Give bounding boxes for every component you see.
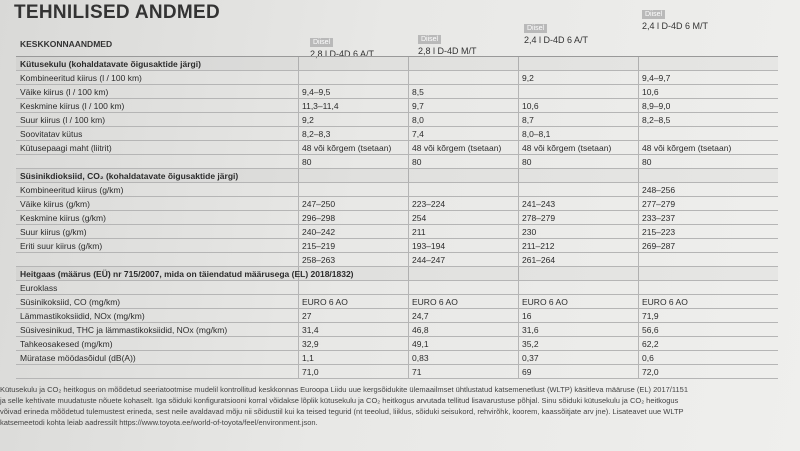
cell-value: 8,0–8,1	[522, 129, 551, 139]
table-row	[16, 85, 778, 99]
row-label: Kütusekulu (kohaldatavate õigusaktide järgi)	[20, 59, 201, 69]
table-row	[16, 225, 778, 239]
fuel-badge: Diisel	[418, 35, 441, 44]
cell-value: 46,8	[412, 325, 429, 335]
cell-value: 48 või kõrgem (tsetaan)	[302, 143, 392, 153]
cell-value: 71,0	[302, 367, 319, 377]
row-label: Kombineeritud kiirus (g/km)	[20, 185, 124, 195]
row-label: Süsivesinikud, THC ja lämmastikoksiidid, NOx (mg/km)	[20, 325, 228, 335]
cell-value: 7,4	[412, 129, 424, 139]
cell-value: 80	[522, 157, 532, 167]
row-label: Kombineeritud kiirus (l / 100 km)	[20, 73, 142, 83]
table-row	[16, 99, 778, 113]
table-row	[16, 127, 778, 141]
fuel-badge: Diisel	[642, 10, 665, 19]
cell-value: 27	[302, 311, 312, 321]
cell-value: EURO 6 AO	[642, 297, 688, 307]
column-header-2	[418, 33, 477, 56]
cell-value: 9,7	[412, 101, 424, 111]
table-row	[16, 365, 778, 379]
row-label: Süsinikdioksiid, CO₂ (kohaldatavate õigusaktide järgi)	[20, 171, 239, 181]
cell-value: 8,2–8,5	[642, 115, 671, 125]
cell-value: 71	[412, 367, 422, 377]
cell-value: 277–279	[642, 199, 676, 209]
cell-value: 233–237	[642, 213, 676, 223]
column-name: 2,8 l D-4D M/T	[418, 46, 477, 56]
row-label: Eriti suur kiirus (g/km)	[20, 241, 103, 251]
cell-value: 35,2	[522, 339, 539, 349]
section-header: KESKKONNAANDMED	[20, 39, 113, 49]
cell-value: 230	[522, 227, 537, 237]
cell-value: 296–298	[302, 213, 336, 223]
row-label: Lämmastikoksiidid, NOx (mg/km)	[20, 311, 145, 321]
cell-value: 31,6	[522, 325, 539, 335]
cell-value: 32,9	[302, 339, 319, 349]
cell-value: 62,2	[642, 339, 659, 349]
cell-value: 278–279	[522, 213, 556, 223]
row-label: Väike kiirus (l / 100 km)	[20, 87, 109, 97]
cell-value: 0,6	[642, 353, 654, 363]
cell-value: 269–287	[642, 241, 676, 251]
table-row	[16, 197, 778, 211]
cell-value: 24,7	[412, 311, 429, 321]
cell-value: 9,4–9,5	[302, 87, 331, 97]
cell-value: 48 või kõrgem (tsetaan)	[412, 143, 502, 153]
cell-value: 72,0	[642, 367, 659, 377]
cell-value: EURO 6 AO	[522, 297, 568, 307]
table-row	[16, 211, 778, 225]
cell-value: 258–263	[302, 255, 336, 265]
table-section-row	[16, 57, 778, 71]
footnote-line: ja selle kehtivate muudatuste nõuete kohaselt. Iga sõiduki konfiguratsiooni korral võidakse lõplik kütusekulu ja CO₂ heitkogus arvutada tellitud lisavarustuse põhjal. Sinu sõiduki kütusekulu ja CO₂ heitkogus	[0, 396, 679, 405]
cell-value: 223–224	[412, 199, 446, 209]
row-label: Suur kiirus (g/km)	[20, 227, 87, 237]
footnote-text	[0, 384, 790, 428]
cell-value: 10,6	[642, 87, 659, 97]
cell-value: 8,5	[412, 87, 424, 97]
fuel-badge: Diisel	[524, 24, 547, 33]
cell-value: 244–247	[412, 255, 446, 265]
row-label: Soovitatav kütus	[20, 129, 83, 139]
cell-value: 80	[302, 157, 312, 167]
table-row	[16, 295, 778, 309]
cell-value: 16	[522, 311, 532, 321]
cell-value: EURO 6 AO	[412, 297, 458, 307]
table-row	[16, 155, 778, 169]
cell-value: 1,1	[302, 353, 314, 363]
table-row	[16, 323, 778, 337]
page-title: TEHNILISED ANDMED	[14, 2, 221, 23]
cell-value: 56,6	[642, 325, 659, 335]
table-section-row	[16, 169, 778, 183]
table-row	[16, 183, 778, 197]
column-name: 2,4 l D-4D 6 M/T	[642, 21, 709, 31]
cell-value: 215–219	[302, 241, 336, 251]
column-name: 2,8 l D-4D 6 A/T	[310, 49, 375, 59]
row-label: Tahkeosakesed (mg/km)	[20, 339, 113, 349]
table-row	[16, 141, 778, 155]
column-header-3	[524, 22, 588, 45]
row-label: Müratase möödasõidul (dB(A))	[20, 353, 136, 363]
cell-value: 0,37	[522, 353, 539, 363]
cell-value: 9,4–9,7	[642, 73, 671, 83]
cell-value: 48 või kõrgem (tsetaan)	[642, 143, 732, 153]
cell-value: 10,6	[522, 101, 539, 111]
table-row	[16, 309, 778, 323]
column-header-4	[642, 8, 708, 31]
row-label: Kütusepaagi maht (liitrit)	[20, 143, 112, 153]
table-row	[16, 281, 778, 295]
footnote-line: katsemeetodi kohta leiab aadressilt https://www.toyota.ee/world-of-toyota/feel/environment.json.	[0, 418, 318, 427]
row-label: Euroklass	[20, 283, 58, 293]
row-label: Süsinikoksiid, CO (mg/km)	[20, 297, 121, 307]
table-row	[16, 113, 778, 127]
row-label: Heitgaas (määrus (EÜ) nr 715/2007, mida on täiendatud määrusega (EL) 2018/1832)	[20, 269, 354, 279]
footnote-line: võivad erineda mõõdetud tulemustest erineda, sest neile avaldavad mõju nii sõidustiil kui ka teised tegurid (nt teeolud, liiklus, sõiduki seisukord, rehvirõhk, koorem, kaassõitjate arv jne). Lisateavet uue WLTP	[0, 407, 684, 416]
cell-value: 80	[642, 157, 652, 167]
cell-value: 247–250	[302, 199, 336, 209]
cell-value: 71,9	[642, 311, 659, 321]
table-section-row	[16, 267, 778, 281]
cell-value: 31,4	[302, 325, 319, 335]
cell-value: 261–264	[522, 255, 556, 265]
row-label: Keskmine kiirus (l / 100 km)	[20, 101, 125, 111]
cell-value: 240–242	[302, 227, 336, 237]
cell-value: 8,9–9,0	[642, 101, 671, 111]
cell-value: 8,7	[522, 115, 534, 125]
cell-value: 48 või kõrgem (tsetaan)	[522, 143, 612, 153]
table-row	[16, 239, 778, 253]
cell-value: EURO 6 AO	[302, 297, 348, 307]
table-row	[16, 337, 778, 351]
cell-value: 215–223	[642, 227, 676, 237]
cell-value: 211–212	[522, 241, 555, 251]
row-label: Suur kiirus (l / 100 km)	[20, 115, 106, 125]
column-name: 2,4 l D-4D 6 A/T	[524, 35, 589, 45]
cell-value: 49,1	[412, 339, 429, 349]
table-row	[16, 351, 778, 365]
cell-value: 9,2	[522, 73, 534, 83]
cell-value: 8,2–8,3	[302, 129, 331, 139]
row-label: Väike kiirus (g/km)	[20, 199, 90, 209]
cell-value: 0,83	[412, 353, 429, 363]
cell-value: 8,0	[412, 115, 424, 125]
row-label: Keskmine kiirus (g/km)	[20, 213, 106, 223]
cell-value: 9,2	[302, 115, 314, 125]
cell-value: 193–194	[412, 241, 446, 251]
cell-value: 254	[412, 213, 427, 223]
cell-value: 248–256	[642, 185, 676, 195]
cell-value: 69	[522, 367, 532, 377]
cell-value: 211	[412, 227, 426, 237]
cell-value: 241–243	[522, 199, 556, 209]
cell-value: 11,3–11,4	[302, 101, 339, 111]
cell-value: 80	[412, 157, 422, 167]
specifications-table	[16, 56, 778, 379]
table-row	[16, 71, 778, 85]
fuel-badge: Diisel	[310, 38, 333, 47]
footnote-line: Kütusekulu ja CO₂ heitkogus on mõõdetud seeriatootmise mudelil kontrollitud keskkonnas Euroopa Liidu uue kergsõidukite ülemaailmset ühtlustatud katsemenetlust (WLTP) käsitleva määruse (EL) 2017/1151	[0, 385, 689, 394]
table-row	[16, 253, 778, 267]
